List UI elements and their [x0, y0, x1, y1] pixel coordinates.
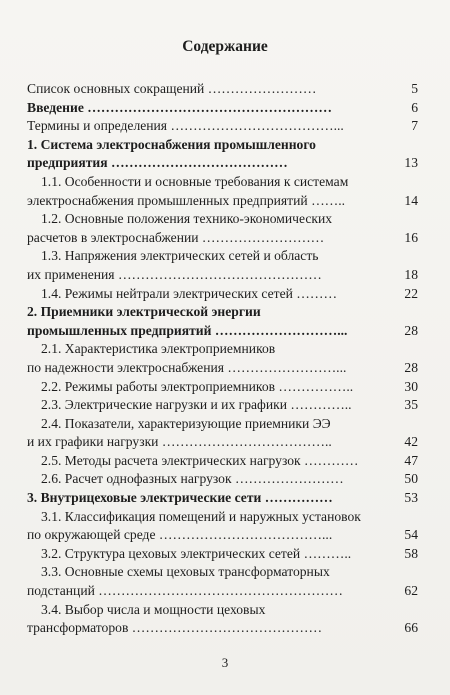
toc-entry-line: по надежности электроснабжения ……………………... [27, 359, 347, 375]
toc-entry-line: Список основных сокращений …………………… [27, 81, 317, 96]
toc-entry [27, 80, 418, 99]
toc-entry-page: 30 [404, 378, 418, 394]
toc-entry-page: 58 [404, 545, 418, 561]
toc-entry [27, 489, 418, 508]
toc-entry-page: 5 [411, 81, 418, 96]
toc-entry-page: 13 [404, 155, 418, 171]
toc-entry-page: 28 [404, 322, 418, 338]
toc-entry-page: 7 [411, 118, 418, 134]
toc-entry-line: 1.4. Режимы нейтрали электрических сетей ……… [41, 285, 338, 301]
toc-entry-page: 14 [404, 192, 418, 208]
toc-entry-line: Термины и определения ………………………………... [27, 118, 344, 134]
toc-entry-page: 50 [404, 471, 418, 487]
toc-entry [27, 545, 418, 564]
toc-entry-page: 6 [411, 99, 418, 115]
toc-entry-page: 62 [404, 583, 418, 599]
toc-entry-line: 3. Внутрицеховые электрические сети …………… [27, 490, 333, 506]
toc-entry [27, 415, 418, 452]
toc-entry-line: 1.1. Особенности и основные требования к системам [41, 173, 349, 189]
toc-entry-line: электроснабжения промышленных предприятий …….. [27, 192, 346, 208]
toc-entry-line: 2. Приемники электрической энергии [27, 304, 261, 320]
toc-entry [27, 210, 418, 247]
toc-entry [27, 601, 418, 638]
toc-title: Содержание [182, 38, 268, 55]
toc-entry-line: Введение ……………………………………………… [27, 99, 332, 115]
toc-entry [27, 303, 418, 340]
toc-entry [27, 136, 418, 173]
toc-entry-line: расчетов в электроснабжении ……………………… [27, 229, 325, 245]
toc-entry [27, 508, 418, 545]
toc-entry-line: 3.4. Выбор числа и мощности цеховых [41, 601, 266, 617]
toc-entry-line: 3.1. Классификация помещений и наружных установок [41, 508, 361, 524]
toc-entry-line: подстанций ……………………………………………… [27, 583, 343, 599]
toc-entry-line: предприятия ………………………………… [27, 155, 288, 171]
toc-entry-page: 47 [404, 452, 418, 468]
toc-entry-line: трансформаторов …………………………………… [27, 620, 323, 636]
toc-entry [27, 378, 418, 397]
toc-entry-line: 1.3. Напряжения электрических сетей и область [41, 248, 319, 264]
table-of-contents [27, 80, 418, 638]
toc-entry [27, 285, 418, 304]
toc-entry-line: 1.2. Основные положения технико-экономических [41, 211, 333, 227]
toc-entry-page: 22 [404, 285, 418, 301]
toc-entry-line: 2.4. Показатели, характеризующие приемники ЭЭ [41, 415, 331, 431]
toc-entry-page: 42 [404, 434, 418, 450]
toc-entry-page: 28 [404, 359, 418, 375]
toc-entry-line: их применения ……………………………………… [27, 266, 322, 282]
toc-entry-line: по окружающей среде ………………………………... [27, 527, 333, 543]
toc-entry-line: 2.2. Режимы работы электроприемников …………….. [41, 378, 354, 394]
toc-entry [27, 117, 418, 136]
toc-entry-page: 18 [404, 266, 418, 282]
toc-entry-page: 35 [404, 397, 418, 413]
toc-entry-line: 2.1. Характеристика электроприемников [41, 341, 276, 357]
toc-entry [27, 173, 418, 210]
toc-entry [27, 452, 418, 471]
toc-entry-line: 3.2. Структура цеховых электрических сетей ……….. [41, 545, 352, 561]
toc-entry [27, 340, 418, 377]
toc-entry-page: 66 [404, 620, 418, 636]
page-number: 3 [221, 655, 229, 670]
toc-entry-line: 2.3. Электрические нагрузки и их графики ………….. [41, 397, 352, 413]
toc-entry-line: промышленных предприятий ………………………... [27, 322, 348, 338]
toc-entry-page: 16 [404, 229, 418, 245]
toc-entry [27, 396, 418, 415]
toc-entry-page: 53 [404, 490, 418, 506]
toc-entry [27, 99, 418, 118]
toc-entry [27, 563, 418, 600]
toc-entry-line: 1. Система электроснабжения промышленного [27, 136, 316, 152]
toc-entry-line: 2.5. Методы расчета электрических нагрузок ………… [41, 452, 359, 468]
toc-entry-line: 3.3. Основные схемы цеховых трансформаторных [41, 564, 330, 580]
toc-entry-line: 2.6. Расчет однофазных нагрузок …………………… [41, 471, 344, 487]
toc-entry-page: 54 [404, 527, 418, 543]
toc-entry [27, 470, 418, 489]
toc-entry-line: и их графики нагрузки ……………………………….. [27, 434, 332, 450]
toc-entry [27, 247, 418, 284]
